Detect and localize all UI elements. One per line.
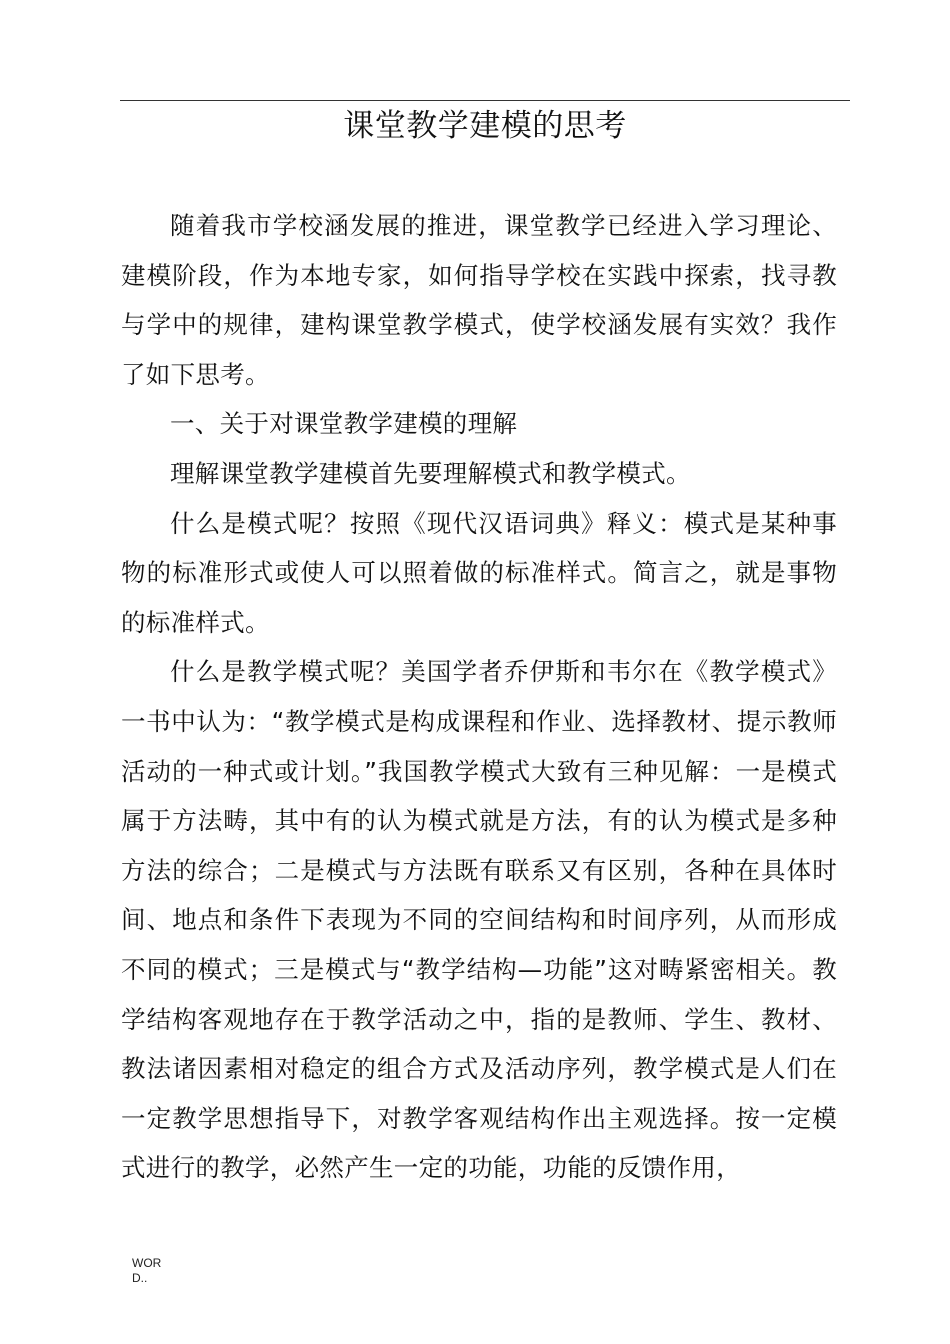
paragraph-teaching-pattern: 什么是教学模式呢？美国学者乔伊斯和韦尔在《教学模式》一书中认为：“教学模式是构成课程和作业、选择教材、提示教师活动的一种式或计划。”我国教学模式大致有三种见解：一是模式属于方法畴，其中有的认为模式就是方法，有的认为模式是多种方法的综合；二是模式与方法既有联系又有区别，各种在具体时间、地点和条件下表现为不同的空间结构和时间序列，从而形成不同的模式；三是模式与“教学结构—功能”这对畴紧密相关。教学结构客观地存在于教学活动之中，指的是教师、学生、教材、教法诸因素相对稳定的组合方式及活动序列，教学模式是人们在一定教学思想指导下，对教学客观结构作出主观选择。按一定模式进行的教学，必然产生一定的功能，功能的反馈作用， [121, 657, 837, 1183]
footer-watermark: WORD.. [132, 1256, 162, 1285]
section-heading: 一、关于对课堂教学建模的理解 [170, 409, 518, 439]
document-body [121, 201, 837, 1193]
document-title: 课堂教学建模的思考 [343, 108, 627, 144]
header-rule [120, 100, 850, 101]
paragraph-understanding: 理解课堂教学建模首先要理解模式和教学模式。 [170, 458, 691, 488]
paragraph-intro: 随着我市学校涵发展的推进，课堂教学已经进入学习理论、建模阶段，作为本地专家，如何指导学校在实践中探索，找寻教与学中的规律，建构课堂教学模式，使学校涵发展有实效？我作了如下思考。 [121, 211, 837, 389]
paragraph-pattern-definition: 什么是模式呢？按照《现代汉语词典》释义：模式是某种事物的标准形式或使人可以照着做的标准样式。简言之，就是事物的标准样式。 [121, 508, 837, 637]
